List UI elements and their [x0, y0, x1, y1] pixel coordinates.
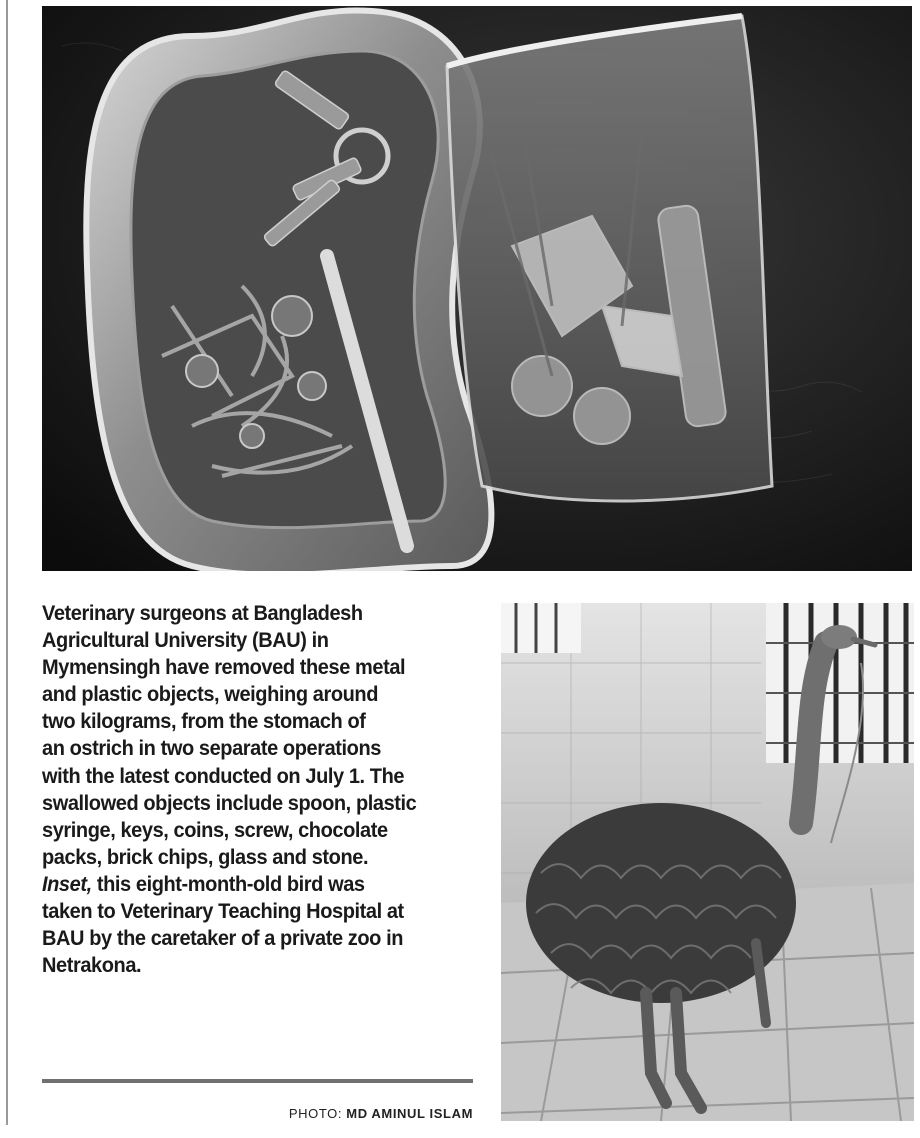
caption-line: with the latest conducted on July 1. The: [42, 763, 405, 788]
ostrich-photo-illustration: [501, 603, 914, 1121]
caption-line: Agricultural University (BAU) in: [42, 628, 329, 653]
caption-line: syringe, keys, coins, screw, chocolate: [42, 817, 388, 842]
inset-word: Inset,: [42, 871, 92, 896]
photo-caption: [42, 600, 451, 979]
caption-line: an ostrich in two separate operations: [42, 736, 381, 761]
column-rule: [6, 0, 8, 1125]
objects-photo-illustration: [42, 6, 912, 571]
credit-name: MD AMINUL ISLAM: [346, 1106, 473, 1121]
caption-line: packs, brick chips, glass and stone.: [42, 844, 369, 869]
caption-line: two kilograms, from the stomach of: [42, 709, 366, 734]
main-photo: [42, 6, 912, 571]
caption-line: Mymensingh have removed these metal: [42, 655, 406, 680]
inset-photo: [501, 603, 914, 1121]
caption-line: and plastic objects, weighing around: [42, 682, 379, 707]
caption-line: taken to Veterinary Teaching Hospital at: [42, 899, 404, 924]
caption-line: BAU by the caretaker of a private zoo in: [42, 926, 404, 951]
photo-credit: [289, 1106, 473, 1121]
caption-line: Veterinary surgeons at Bangladesh: [42, 601, 363, 625]
caption-line: swallowed objects include spoon, plastic: [42, 790, 417, 815]
caption-line: Netrakona.: [42, 953, 142, 978]
credit-label: PHOTO:: [288, 1106, 343, 1121]
inset-line-rest: this eight-month-old bird was: [91, 871, 365, 896]
caption-rule: [42, 1079, 473, 1083]
caption-inset-line: [42, 871, 451, 898]
